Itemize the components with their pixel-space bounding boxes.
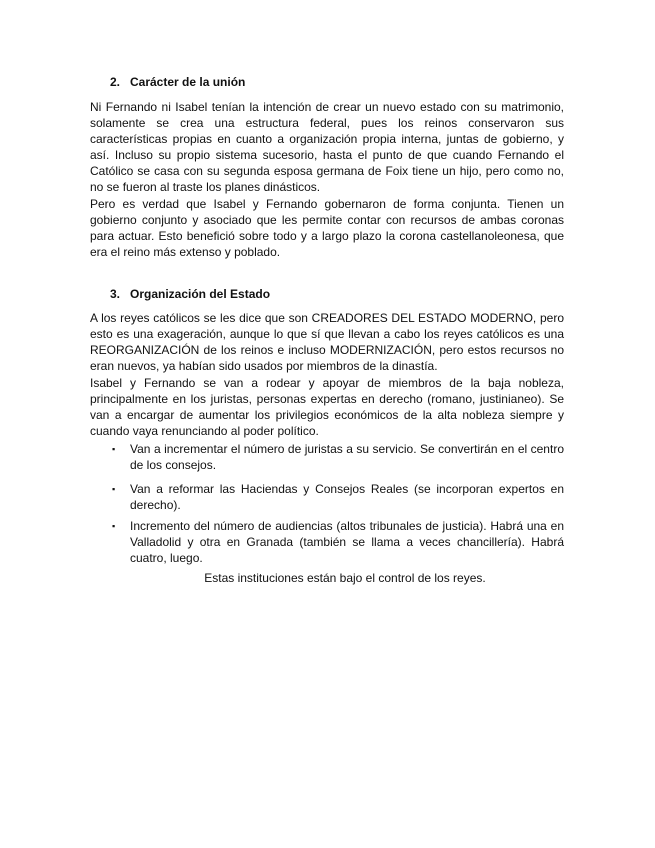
bullet-item-3: Incremento del número de audiencias (altos tribunales de justicia). Habrá una en Valladolid y otra en Granada (también se llama a veces chancillería). Habrá cuatro, luego. <box>130 519 564 565</box>
section-3-title: Organización del Estado <box>130 287 271 301</box>
section-2-paragraph-2: Pero es verdad que Isabel y Fernando gobernaron de forma conjunta. Tienen un gobierno conjunto y asociado que les permite contar con recursos de ambas coronas para actuar. Esto benefició sobre todo y a largo plazo la corona castellanoleonesa, que era el reino más extenso y poblado. <box>90 197 564 259</box>
section-2-number: 2. <box>110 75 121 89</box>
bullet-item-2: Van a reformar las Haciendas y Consejos Reales (se incorporan expertos en derecho). <box>130 482 564 512</box>
bullet-marker-3: ▪ <box>112 521 116 531</box>
section-2-paragraph-1: Ni Fernando ni Isabel tenían la intención de crear un nuevo estado con su matrimonio, solamente se crea una estructura federal, pues los reinos conservaron sus características propias en cuanto a organización propia interna, juntas de gobierno, y así. Incluso su propio sistema sucesorio, hasta el punto de que cuando Fernando el Católico se casa con su segunda esposa germana de Foix tiene un hijo, pero como no, no se fueron al traste los planes dinásticos. <box>90 100 564 194</box>
section-3-paragraph-1: A los reyes católicos se les dice que son CREADORES DEL ESTADO MODERNO, pero esto es una exageración, aunque lo que sí que llevan a cabo los reyes católicos es una REORGANIZACIÓN de los reinos e incluso MODERNIZACIÓN, pero estos recursos no eran nuevos, ya habían sido usados por miembros de la dinastía. <box>90 311 564 373</box>
bullet-item-1: Van a incrementar el número de juristas a su servicio. Se convertirán en el centro de los consejos. <box>130 442 564 472</box>
bullet-marker-2: ▪ <box>112 484 116 494</box>
section-3-number: 3. <box>110 287 121 301</box>
section-2-title: Carácter de la unión <box>130 75 246 89</box>
bullet-marker-1: ▪ <box>112 444 116 454</box>
section-3-heading <box>110 286 270 302</box>
section-3-paragraph-2: Isabel y Fernando se van a rodear y apoyar de miembros de la baja nobleza, principalmente en los juristas, personas expertas en derecho (romano, justinianeo). Se van a encargar de aumentar los privilegios económicos de la alta nobleza siempre y cuando vaya renunciando al poder político. <box>90 376 564 438</box>
section-2-heading <box>110 74 245 90</box>
closing-statement: Estas instituciones están bajo el control de los reyes. <box>204 571 486 585</box>
